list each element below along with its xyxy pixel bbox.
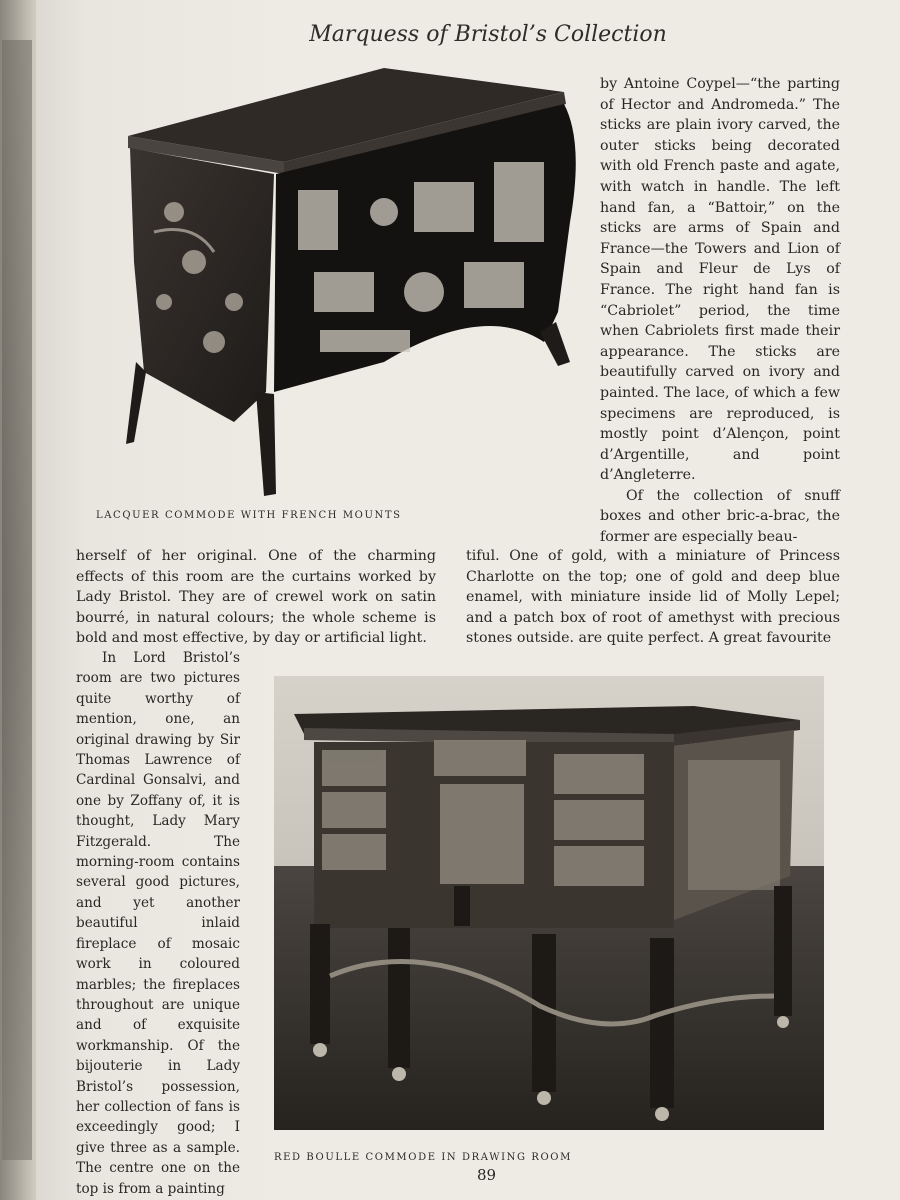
- paragraph: Of the collection of snuff boxes and other bric-a-brac, the former are especially beau-: [600, 487, 840, 546]
- boulle-commode-image: [274, 676, 824, 1130]
- right-middle-text: [466, 546, 840, 649]
- paragraph: by Antoine Coypel—“the parting of Hector and Andromeda.” The sticks are plain ivory carved, the outer sticks being decorated with old French paste and agate, with watch in handle. The left hand fan, a “Battoir,” on the sticks are arms of Spain and France—the Towers and Lion of Spain and Fleur de Lys of France. The right hand fan is “Cabriolet” period, the time when Cabriolets first made their appearance. The sticks are beautifully carved on ivory and painted. The lace, of which a few specimens are reproduced, is mostly point d’Alençon, point d’Argentille, and point d’Angleterre.: [600, 76, 840, 484]
- running-header: Marquess of Bristol’s Collection: [309, 22, 667, 47]
- boulle-commode-caption: RED BOULLE COMMODE IN DRAWING ROOM: [274, 1152, 572, 1163]
- paragraph: herself of her original. One of the charming effects of this room are the curtains worked by Lady Bristol. They are of crewel work on satin bourré, in natural colours; the whole scheme is bold and most effective, by day or artificial light.: [76, 548, 436, 647]
- left-middle-text: [76, 546, 436, 649]
- book-page: [36, 0, 900, 1200]
- boulle-commode-plate: [274, 676, 824, 1130]
- facing-page-edge: [0, 0, 40, 1200]
- lacquer-commode-plate: [84, 62, 612, 502]
- page-number: 89: [477, 1166, 497, 1184]
- lacquer-commode-image: [84, 62, 612, 502]
- paragraph: tiful. One of gold, with a miniature of Princess Charlotte on the top; one of gold and deep blue enamel, with miniature inside lid of Molly Lepel; and a patch box of root of amethyst with precious stones outside. are quite perfect. A great favourite: [466, 548, 840, 647]
- paragraph: In Lord Bristol’s room are two pictures quite worthy of mention, one, an original drawing by Sir Thomas Lawrence of Cardinal Gonsalvi, and one by Zoffany of, it is thought, Lady Mary Fitzgerald. The morning-room contains several good pictures, and yet another beautiful inlaid fireplace of mosaic work in coloured marbles; the fireplaces throughout are unique and of exquisite workmanship. Of the bijouterie in Lady Bristol’s possession, her collection of fans is exceedingly good; I give three as a sample. The centre one on the top is from a painting: [76, 650, 240, 1197]
- left-bottom-text: [76, 648, 240, 1199]
- lacquer-commode-caption: LACQUER COMMODE WITH FRENCH MOUNTS: [96, 510, 402, 521]
- right-column-top-text: [600, 74, 840, 548]
